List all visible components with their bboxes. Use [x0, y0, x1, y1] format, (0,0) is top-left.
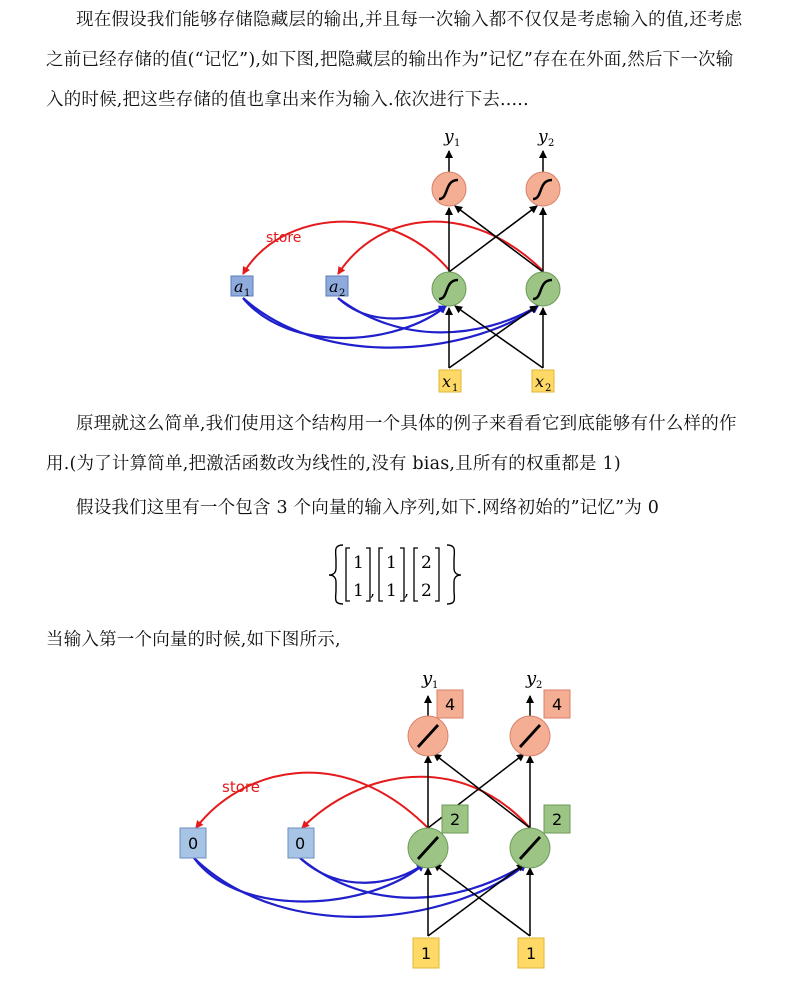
- svg-text:1: 1: [454, 138, 461, 149]
- svg-text:1: 1: [244, 288, 251, 299]
- sequence-paragraph: 假设我们这里有一个包含 3 个向量的输入序列,如下.网络初始的”记忆”为 0: [76, 498, 660, 518]
- vector-2-bottom: 1: [386, 581, 397, 601]
- hidden-node-1: [432, 272, 466, 306]
- vector-separator: ,: [404, 581, 410, 600]
- vector-2-top: 1: [386, 553, 397, 573]
- svg-text:1: 1: [452, 383, 459, 394]
- rnn-diagram-symbolic: [0, 0, 787, 400]
- output-node-2: [510, 716, 550, 756]
- memory-box-a2: [326, 276, 348, 299]
- svg-text:a: a: [234, 277, 244, 296]
- input-box-x2: [532, 370, 554, 394]
- hidden-node-2: [510, 828, 550, 868]
- intro-paragraph: 现在假设我们能够存储隐藏层的输出,并且每一次输入都不仅仅是考虑输入的值,还考虑之前已经存储的值(“记忆”),如下图,把隐藏层的输出作为”记忆”存在在外面,然后下一次输入的时候,把这些存储的值也拿出来作为输入.依次进行下去.....: [46, 10, 743, 110]
- input-box-2: [518, 938, 544, 968]
- memory-box-a1: [231, 276, 253, 299]
- svg-text:x: x: [535, 372, 545, 391]
- svg-text:2: 2: [545, 383, 552, 394]
- vector-3-bottom: 2: [421, 581, 432, 601]
- svg-text:2: 2: [450, 810, 461, 829]
- svg-text:y: y: [538, 127, 548, 147]
- memory-box-2: [288, 828, 314, 858]
- output-node-1: [432, 172, 466, 206]
- svg-text:0: 0: [188, 834, 199, 853]
- output-node-1: [408, 716, 448, 756]
- y1-label: [421, 668, 438, 691]
- hidden-value-1: [442, 805, 468, 833]
- explanation-paragraph: 原理就这么简单,我们使用这个结构用一个具体的例子来看看它到底能够有什么样的作用.(为了计算简单,把激活函数改为线性的,没有 bias,且所有的权重都是 1): [46, 414, 737, 474]
- first-vector-paragraph: 当输入第一个向量的时候,如下图所示,: [46, 630, 341, 650]
- store-label: store: [222, 778, 260, 796]
- svg-text:1: 1: [432, 680, 439, 691]
- y2-label: [537, 127, 554, 149]
- svg-text:1: 1: [526, 944, 537, 963]
- vector-1-top: 1: [353, 553, 364, 573]
- vector-3-top: 2: [421, 553, 432, 573]
- rnn-diagram-step1: [0, 660, 787, 980]
- svg-text:y: y: [526, 668, 537, 689]
- y1-label: [443, 127, 460, 149]
- svg-text:y: y: [422, 668, 433, 689]
- vector-1-bottom: 1: [353, 581, 364, 601]
- input-box-x1: [439, 370, 461, 394]
- output-value-1: [437, 690, 463, 718]
- hidden-node-2: [526, 272, 560, 306]
- memory-box-1: [180, 828, 206, 858]
- hidden-value-2: [544, 805, 570, 833]
- svg-text:2: 2: [339, 288, 346, 299]
- svg-text:2: 2: [548, 138, 555, 149]
- vector-separator: ,: [370, 581, 376, 600]
- svg-text:a: a: [329, 277, 339, 296]
- input-sequence-matrix: [0, 540, 787, 610]
- svg-text:x: x: [442, 372, 452, 391]
- svg-text:0: 0: [295, 834, 306, 853]
- store-label: store: [266, 230, 302, 246]
- svg-text:y: y: [444, 127, 454, 147]
- svg-text:2: 2: [552, 810, 563, 829]
- input-box-1: [413, 938, 439, 968]
- output-value-2: [544, 690, 570, 718]
- svg-text:1: 1: [421, 944, 432, 963]
- output-node-2: [526, 172, 560, 206]
- y2-label: [525, 668, 542, 691]
- svg-text:2: 2: [536, 680, 543, 691]
- hidden-node-1: [408, 828, 448, 868]
- svg-text:4: 4: [445, 695, 456, 714]
- svg-text:4: 4: [552, 695, 563, 714]
